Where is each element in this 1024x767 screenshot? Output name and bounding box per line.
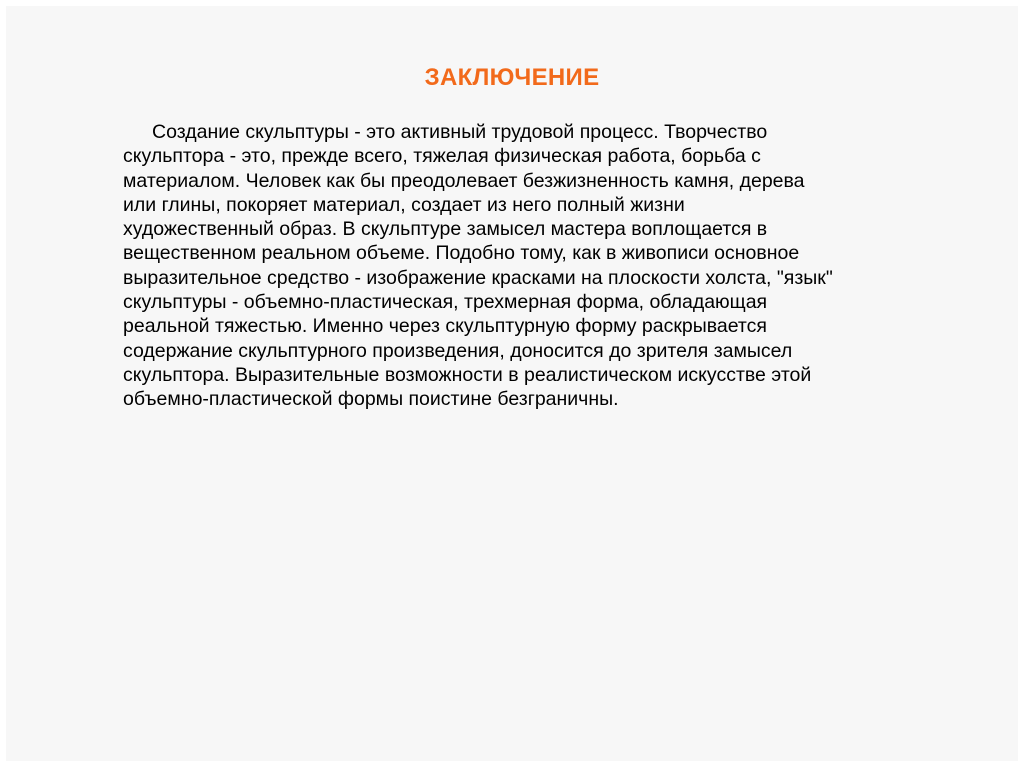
paragraph-line: скульптора. Выразительные возможности в реалистическом искусстве этой xyxy=(123,363,812,386)
slide-title: ЗАКЛЮЧЕНИЕ xyxy=(424,64,600,91)
paragraph-line: реальной тяжестью. Именно через скульптурную форму раскрывается xyxy=(123,315,767,338)
body-paragraph xyxy=(123,120,913,412)
paragraph-line: выразительное средство - изображение красками на плоскости холста, "язык" xyxy=(123,266,833,289)
paragraph-line: художественный образ. В скульптуре замысел мастера воплощается в xyxy=(123,218,768,241)
paragraph-line: материалом. Человек как бы преодолевает безжизненность камня, дерева xyxy=(123,169,805,192)
paragraph-line: объемно-пластической формы поистине безграничны. xyxy=(123,388,619,411)
paragraph-line: вещественном реальном объеме. Подобно тому, как в живописи основное xyxy=(123,242,800,265)
paragraph-line: Создание скульптуры - это активный трудовой процесс. Творчество xyxy=(152,121,768,143)
paragraph-line: или глины, покоряет материал, создает из него полный жизни xyxy=(123,193,685,216)
paragraph-line: содержание скульптурного произведения, доносится до зрителя замысел xyxy=(123,339,793,362)
paragraph-line: скульптуры - объемно-пластическая, трехмерная форма, обладающая xyxy=(123,291,768,314)
paragraph-line: скульптора - это, прежде всего, тяжелая физическая работа, борьба с xyxy=(123,145,761,168)
